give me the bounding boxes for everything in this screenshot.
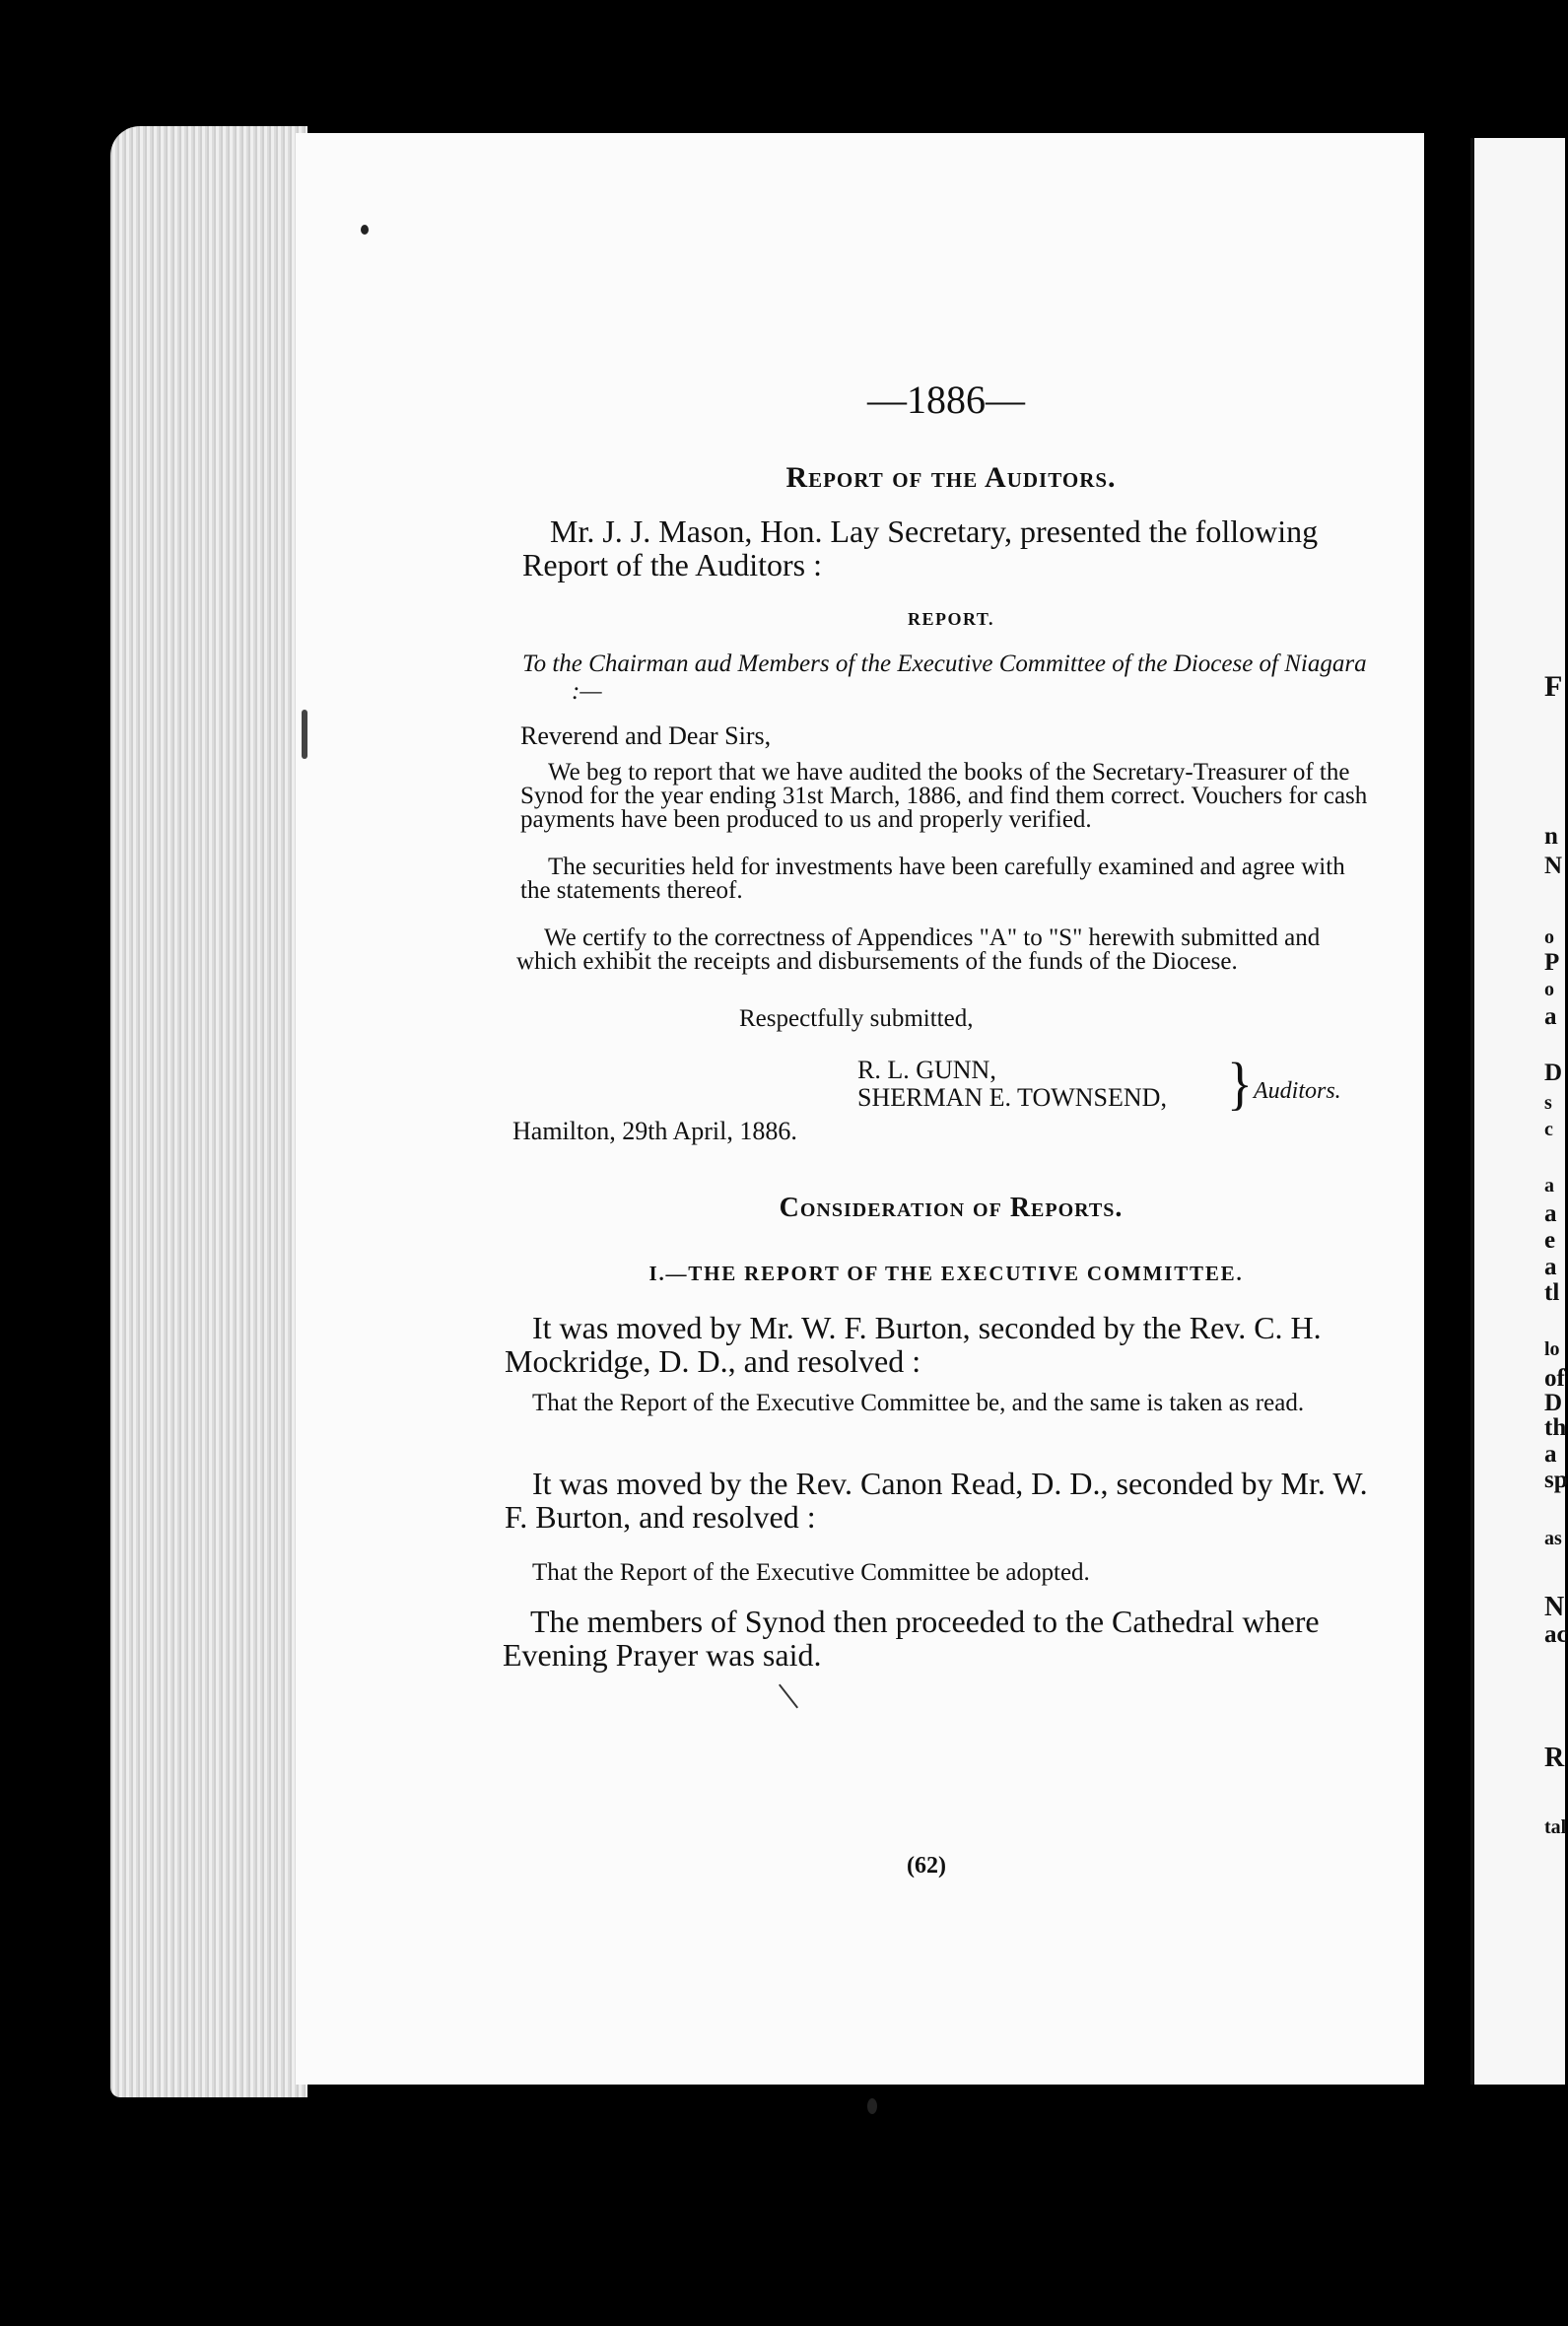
facing-page-fragment: lo [1544, 1338, 1560, 1360]
facing-page-fragment: c [1544, 1119, 1553, 1140]
facing-page-fragment: th [1544, 1414, 1567, 1441]
facing-page-fragment: e [1544, 1227, 1556, 1254]
report-paragraph: We beg to report that we have audited the books of the Secretary-Treasurer of the Synod for the year ending 31st March, 1886, and find them correct. Vouchers for cash payments have been produced to us and properly verified. [520, 759, 1368, 833]
motion-paragraph: It was moved by Mr. W. F. Burton, seconded by the Rev. C. H. Mockridge, D. D., and resolved : [505, 1310, 1322, 1379]
facing-page-fragment: N [1544, 853, 1563, 879]
facing-page-fragment: a [1544, 1200, 1557, 1227]
facing-page-fragment: as [1544, 1528, 1562, 1549]
facing-page-fragment: o [1544, 979, 1554, 1000]
facing-page-fragment: D [1544, 1390, 1563, 1416]
signers-block [857, 1057, 1167, 1112]
facing-page-fragment: o [1544, 926, 1554, 948]
facing-page-fragment: tal [1544, 1816, 1567, 1838]
motion-paragraph: It was moved by the Rev. Canon Read, D. D., seconded by Mr. W. F. Burton, and resolved : [505, 1466, 1368, 1535]
signer-name: R. L. GUNN, [857, 1056, 996, 1084]
ink-blot [302, 710, 307, 759]
report-label: REPORT. [907, 609, 995, 629]
facing-page-fragment: R [1544, 1743, 1565, 1773]
salutation: Reverend and Dear Sirs, [520, 721, 772, 750]
facing-page-fragment: a [1544, 1175, 1554, 1197]
signers-role: Auditors. [1254, 1078, 1341, 1104]
report-paragraph: We certify to the correctness of Appendices "A" to "S" herewith submitted and which exhibit the receipts and disbursements of the funds of the Diocese. [516, 924, 1321, 975]
facing-page-fragment: N [1544, 1592, 1565, 1622]
facing-page-fragment: sp [1544, 1467, 1568, 1493]
year-heading: —1886— [867, 377, 1025, 422]
facing-page-fragment: D [1544, 1060, 1563, 1086]
place-date: Hamilton, 29th April, 1886. [512, 1117, 797, 1145]
closing-paragraph: The members of Synod then proceeded to the Cathedral where Evening Prayer was said. [503, 1604, 1320, 1673]
report-paragraph: The securities held for investments have been carefully examined and agree with the statements thereof. [520, 854, 1345, 904]
section-heading-consideration: Consideration of Reports. [779, 1193, 1124, 1223]
signer-name: SHERMAN E. TOWNSEND, [857, 1083, 1167, 1112]
page-edges [110, 126, 307, 2097]
address-line: To the Chairman aud Members of the Executive Committee of the Diocese of Niagara :— [522, 650, 1367, 705]
facing-page-fragment: ac [1544, 1621, 1568, 1648]
facing-page-fragment: of [1544, 1365, 1565, 1392]
facing-page-fragment: a [1544, 1441, 1557, 1468]
facing-page-fragment: a [1544, 1254, 1557, 1280]
section-heading-auditors: Report of the Auditors. [785, 461, 1117, 494]
resolution-text: That the Report of the Executive Committee be adopted. [532, 1559, 1090, 1586]
facing-page-fragment: F [1544, 670, 1563, 703]
closing-line: Respectfully submitted, [739, 1005, 974, 1032]
page-number: (62) [907, 1853, 946, 1879]
book-gutter [1424, 128, 1470, 2089]
facing-page-fragment: a [1544, 1003, 1557, 1030]
ink-blot [361, 225, 369, 235]
resolution-text: That the Report of the Executive Committee be, and the same is taken as read. [532, 1390, 1305, 1416]
facing-page-fragment: tl [1544, 1279, 1560, 1306]
facing-page-fragment: n [1544, 823, 1558, 850]
brace-glyph: } [1227, 1051, 1253, 1116]
facing-page-fragment: P [1544, 949, 1560, 976]
intro-paragraph: Mr. J. J. Mason, Hon. Lay Secretary, presented the following Report of the Auditors : [522, 513, 1319, 582]
ink-blot [867, 2098, 877, 2114]
subsection-heading: I.—THE REPORT OF THE EXECUTIVE COMMITTEE. [648, 1262, 1244, 1285]
facing-page-fragment: s [1544, 1092, 1552, 1114]
